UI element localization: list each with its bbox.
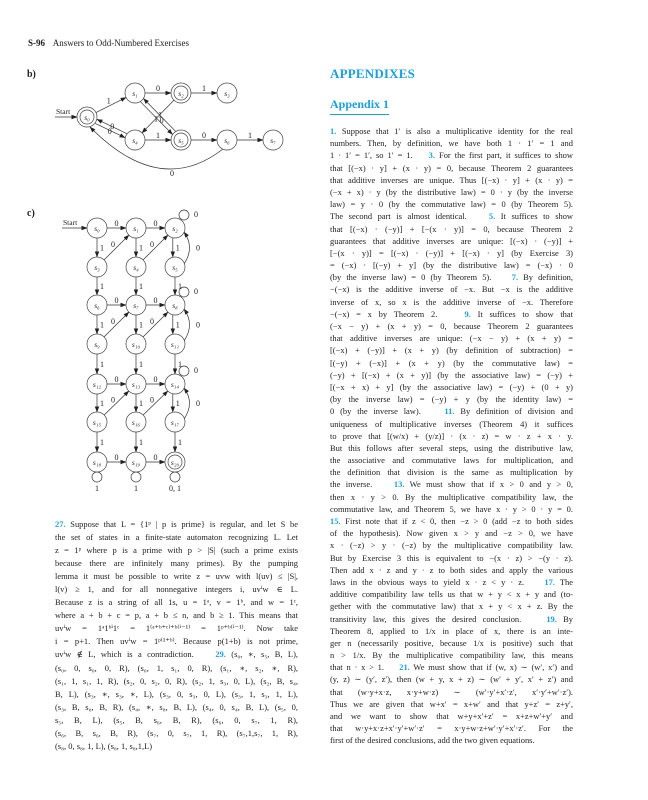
state-label: s₀ xyxy=(84,113,90,122)
left-column-text xyxy=(55,518,298,753)
state-label: s₄ xyxy=(132,136,138,145)
edge-label: 1 xyxy=(139,399,143,408)
state-label: s₁₃ xyxy=(131,380,141,389)
page-number: S-96 xyxy=(28,38,46,48)
text-line xyxy=(330,478,573,490)
transition-arrow xyxy=(184,309,190,341)
text-segment: The second part is almost identical. xyxy=(330,211,489,222)
state-label: s₁₉ xyxy=(131,458,141,467)
exercise-number: 9. xyxy=(464,308,471,319)
state-label: s₁₇ xyxy=(170,418,180,427)
exercise-number: 27. xyxy=(55,519,66,529)
text-line xyxy=(330,564,573,576)
state-label: s₁₅ xyxy=(92,418,102,427)
text-line xyxy=(330,710,573,722)
text-segment: Suppose that L = {1ᵖ | p is prime} is regular, and let S be xyxy=(65,519,298,529)
diagram-label: b) xyxy=(27,69,36,80)
text-line xyxy=(330,283,573,295)
edge-label: 0 xyxy=(114,219,119,228)
transition-arrow xyxy=(143,235,168,260)
state-label: s₁₀ xyxy=(131,340,141,349)
text-segment: (−x + x) · y (by the distributive law) = 0 · y (by the inverse xyxy=(330,186,573,197)
text-segment: inverse of x, so x is the additive inverse of −x. Therefore xyxy=(330,296,573,307)
edge-label: 0 xyxy=(111,395,116,405)
text-segment: But this follows after several steps, using the distributive law, xyxy=(330,442,573,453)
self-loop xyxy=(179,210,189,220)
text-segment: [−(x · y)] = [(−x) · (−y)] + [(−x) · y] (by Exercise 3) xyxy=(330,247,573,258)
text-line xyxy=(330,430,573,442)
text-line xyxy=(330,271,573,283)
text-line xyxy=(55,662,298,675)
text-line xyxy=(55,622,298,635)
text-line xyxy=(330,576,573,588)
edge-label: 1 xyxy=(175,320,180,330)
text-segment: Because z is a string of all 1s, u = 1ᵃ, v = 1ᵇ, and w = 1ᶜ, xyxy=(55,597,298,608)
text-segment: Suppose that 1′ is also a multiplicative identity for the real xyxy=(336,126,573,136)
text-line xyxy=(330,442,573,454)
text-segment: (s₁, 1, s₁, 1, R), (s₂, 0, s₂, 0, R), (s₂, 1, s₃, 0, L), (s₂, B, s₄, xyxy=(55,675,298,686)
edge-label: 0 xyxy=(194,366,198,375)
text-line xyxy=(330,332,573,344)
state-label: s₁₈ xyxy=(92,458,102,467)
state-label: s₁₆ xyxy=(131,418,141,427)
edge-label: 0 xyxy=(149,239,154,249)
text-segment: (s₆, B, s₆, B, R), (s₇, 0, s₇, 1, R), (s₇,1,s₇, 1, R), xyxy=(55,727,298,738)
edge-label: 1 xyxy=(139,320,143,330)
text-segment: s₅, B, L), (s₅, B, s₆, B, R), (s₆, 0, s₇, 1, R), xyxy=(55,714,298,725)
text-segment: Theorem 8, applied to 1/x in place of x, there is an inte- xyxy=(330,625,573,636)
transition-arrow xyxy=(142,100,174,133)
edge-label: 0 xyxy=(202,131,206,140)
text-segment: of the hypothesis). Now given x > y and −z > 0, we have xyxy=(330,528,573,539)
text-segment: (s₈, 0, s₈, 1, L), (s₈, 1, s₈,1,L) xyxy=(55,740,153,751)
text-line xyxy=(55,570,298,583)
transition-arrow xyxy=(143,312,168,337)
state-label: s₅ xyxy=(172,263,178,272)
text-line xyxy=(330,344,573,356)
transition-arrow xyxy=(143,391,168,415)
edge-label: 1 xyxy=(100,320,104,330)
text-segment: ger n (necessarily positive, because 1/x is positive) such that xyxy=(330,637,573,648)
edge-label: 1 xyxy=(178,438,182,447)
text-segment: and we want to show that w+y+x′+z′ = x+z+w′+y′ and xyxy=(330,711,573,721)
exercise-number: 11. xyxy=(444,406,455,417)
text-line xyxy=(330,381,573,393)
edge-label: 0 xyxy=(114,453,119,462)
edge-label: 0 xyxy=(153,453,158,462)
text-line xyxy=(55,583,298,596)
state-label: s₅ xyxy=(178,136,184,145)
text-segment: numbers. Then, by definition, we have both 1 · 1′ = 1 and xyxy=(330,138,573,149)
edge-label: 1 xyxy=(156,131,160,140)
appendix-1-heading: Appendix 1 xyxy=(330,97,389,115)
text-segment: −(−x) = x by Theorem 2. xyxy=(330,308,465,319)
state-label: s₂₀ xyxy=(170,458,180,467)
edge-label: 0 xyxy=(114,296,119,305)
text-segment: uvⁱw = 1ᵃ1ᵇⁱ1ᶜ = 1⁽ᵃ⁺ᵇ⁺ᶜ⁾⁺ᵇ⁽ⁱ⁻¹⁾ = 1ᵖ⁺ᵇ⁽ⁱ⁻¹⁾. Now take xyxy=(55,623,298,634)
appendixes-heading: APPENDIXES xyxy=(330,66,416,81)
state-label: s₁₄ xyxy=(170,380,180,389)
text-segment: where a + b + c = p, a + b ≤ n, and b ≥ 1. This means that xyxy=(55,610,298,621)
state-label: s₆ xyxy=(224,136,230,145)
text-segment: = (−x) · [(−y) + y] (by the distributive law) = (−x) · 0 xyxy=(330,260,573,271)
edge-label: 0 xyxy=(153,375,158,384)
edge-label: 1 xyxy=(153,114,158,124)
text-segment: −(−x) is the additive inverse of −x. But −x is the additive xyxy=(330,284,573,295)
text-line xyxy=(330,162,573,174)
text-line xyxy=(330,625,573,637)
text-segment: [(−y) + (−x)] + (x + y) (by the commutative law) = xyxy=(330,357,573,368)
text-segment: to prove that [(w/x) + (y/z)] · (x · z) = w · z + x · y. xyxy=(330,430,573,441)
text-segment: B, L), (s₃, ∗, s₃, ∗, L), (s₃, 0, s₃, 0, L), (s₃, 1, s₃, 1, L), xyxy=(55,688,298,699)
text-line xyxy=(330,247,573,259)
text-segment: (s₀, ∗, s₅, B, L), xyxy=(225,649,298,660)
diagram-label: c) xyxy=(27,208,35,219)
edge-label: 1 xyxy=(202,84,206,93)
text-line xyxy=(330,637,573,649)
edge-label: 0 xyxy=(196,320,200,330)
edge-label: 0 xyxy=(194,287,198,296)
edge-label: 1 xyxy=(178,282,182,291)
text-segment: [(−x + x) + y] (by the associative law) = (−y) + (0 + y) xyxy=(330,381,573,392)
edge-label: 1 xyxy=(158,110,163,120)
text-line xyxy=(55,675,298,688)
state-label: s₆ xyxy=(94,301,100,310)
transition-arrow xyxy=(104,391,129,415)
text-line xyxy=(55,635,298,648)
edge-label: 0 xyxy=(194,210,198,219)
state-label: s₁ xyxy=(133,224,139,233)
edge-label: 1 xyxy=(100,282,104,291)
text-line xyxy=(330,210,573,222)
text-segment: the associative and commutative laws for multiplication, and xyxy=(330,455,573,466)
text-line xyxy=(330,405,573,417)
text-segment: It suffices to show that xyxy=(470,308,573,319)
exercise-number: 7. xyxy=(511,272,519,283)
exercise-number: 17. xyxy=(544,576,555,587)
text-line xyxy=(330,320,573,332)
state-label: s₂ xyxy=(178,89,184,98)
text-line xyxy=(55,596,298,609)
text-segment: By definition of division and xyxy=(454,406,573,417)
text-segment: because there are infinitely many primes). By the pumping xyxy=(55,558,298,569)
state-label: s₁₁ xyxy=(170,340,180,349)
text-segment: For the first part, it suffices to show xyxy=(435,150,573,161)
text-line xyxy=(330,649,573,661)
transition-arrow xyxy=(104,312,129,337)
transition-arrow xyxy=(96,97,126,112)
text-line xyxy=(55,648,298,661)
text-line xyxy=(330,308,573,320)
edge-label: 1 xyxy=(139,438,143,447)
text-line xyxy=(55,531,298,544)
edge-label: 0 xyxy=(170,169,174,178)
edge-label: 1 xyxy=(139,243,143,253)
self-loop xyxy=(170,472,180,482)
edge-label: 1 xyxy=(175,399,180,408)
edge-label: 1 xyxy=(248,131,252,140)
text-segment: transitivity law, this gives the desired conclusion. xyxy=(330,613,547,624)
text-line xyxy=(330,588,573,600)
edge-label: 0 xyxy=(196,243,200,253)
edge-label: 1 xyxy=(139,360,143,369)
exercise-number: 15. xyxy=(330,516,341,526)
running-title: Answers to Odd-Numbered Exercises xyxy=(52,38,189,48)
right-column-text xyxy=(330,125,573,747)
text-segment: (by the inverse law) = (−y) + y (by the identity law) = xyxy=(330,394,573,405)
edge-label: 1 xyxy=(100,438,104,447)
edge-label: 0 xyxy=(110,239,115,249)
text-segment: n > 1/x. By the multiplicative compatibility law, this means xyxy=(330,650,573,661)
text-line xyxy=(330,418,573,430)
edge-label: 1 xyxy=(100,399,104,408)
text-segment: z = 1ᵖ where p is a prime with p > |S| (such a prime exists xyxy=(55,545,298,556)
text-segment: commutative law, and Theorem 5, we have x · y > 0 · y = 0. xyxy=(330,503,573,514)
text-segment: that (w·y+x·z, x·y+w·z) ∼ (w′·y′+x′·z′, x′·y′+w′·z′). xyxy=(330,686,573,697)
state-label: s₂ xyxy=(172,224,178,233)
text-segment: gether with the commutative law) that x + y < x + z. By the xyxy=(330,601,573,612)
text-line xyxy=(330,137,573,149)
text-line xyxy=(330,613,573,625)
text-line xyxy=(55,727,298,740)
state-label: s₁₂ xyxy=(92,380,102,389)
edge-label: 1 xyxy=(178,360,182,369)
text-segment: We must show that if x > 0 and y > 0, xyxy=(404,479,574,490)
text-segment: By xyxy=(556,613,573,624)
text-segment: (y, z) ∼ (y′, z′), then (w + y, x + z) ∼ (w′ + y′, x′ + z′) and xyxy=(330,674,573,685)
text-segment: We must show that if (w, x) ∼ (w′, x′) and xyxy=(409,662,573,673)
text-line xyxy=(330,198,573,210)
text-line xyxy=(330,186,573,198)
edge-label: 0 xyxy=(196,399,200,408)
text-line xyxy=(330,673,573,685)
text-line xyxy=(55,544,298,557)
text-line xyxy=(330,527,573,539)
text-segment: that [(−x) · y] + (x · y) = 0, because Theorem 2 guarantees xyxy=(330,162,573,173)
text-line xyxy=(330,722,573,734)
text-segment: First note that if z < 0, then −z > 0 (add −z to both sides xyxy=(340,516,573,526)
edge-label: 0 xyxy=(149,316,154,326)
edge-label: 1 xyxy=(139,282,143,291)
edge-label: 0 xyxy=(114,375,119,384)
state-label: s₃ xyxy=(224,89,230,98)
text-segment: that additive inverses are unique: (−x − y) + (x + y) = xyxy=(330,333,573,344)
text-line xyxy=(330,223,573,235)
text-segment: lemma it must be possible to write z = uvw with l(uv) ≤ |S|, xyxy=(55,571,298,582)
text-segment: Thus we are given that w+x′ = x+w′ and that y+z′ = z+y′, xyxy=(330,698,573,709)
text-line xyxy=(330,296,573,308)
text-segment: But by Exercise 3 this is equivalent to −(x · z) > −(y · z). xyxy=(330,552,573,563)
text-line xyxy=(330,174,573,186)
text-segment: that w·y+x·z+x′·y′+w′·z′ = x·y+w·z+w′·y′+x′·z′. For the xyxy=(330,723,573,734)
exercise-number: 21. xyxy=(399,662,410,673)
edge-label: 0 xyxy=(150,395,155,405)
text-line xyxy=(330,698,573,710)
text-segment: (by the inverse law) = 0 (by Theorem 5). xyxy=(330,272,512,283)
self-loop xyxy=(179,287,189,297)
edge-label: 1 xyxy=(106,96,111,106)
state-label: s₈ xyxy=(172,301,178,310)
text-line xyxy=(330,235,573,247)
text-segment: that additive inverses are unique. Thus [(−x) · y] + (x · y) = xyxy=(330,174,573,185)
text-segment: that n · x > 1. xyxy=(330,662,400,673)
edge-label: 1 xyxy=(175,243,180,253)
text-segment: law) = y · 0 (by the commutative law) = 0 (by Theorem 5). xyxy=(330,199,573,210)
edge-label: 0 xyxy=(156,84,160,93)
state-label: s₄ xyxy=(133,263,139,272)
text-line xyxy=(330,539,573,551)
text-line xyxy=(330,734,573,746)
text-segment: that [(−x) · (−y)] + [−(x · y)] = 0, because Theorem 2 xyxy=(330,223,573,234)
text-line xyxy=(55,609,298,622)
text-segment: the set of states in a finite-state automaton recognizing L. Let xyxy=(55,532,298,543)
exercise-number: 1. xyxy=(330,126,337,136)
text-segment: x · (−z) > y · (−z) by the multiplicative compatibility law. xyxy=(330,540,573,551)
state-label: s₇ xyxy=(270,136,276,145)
text-segment: guarantees that additive inverses are unique: [(−x) · (−y)] + xyxy=(330,235,573,246)
text-line xyxy=(330,491,573,503)
text-segment: 1 · 1′ = 1′, so 1′ = 1. xyxy=(330,150,429,161)
text-segment: It suffices to show xyxy=(495,211,574,222)
text-line xyxy=(330,600,573,612)
text-segment: then x · y > 0. By the multiplicative compatibility law, the xyxy=(330,491,573,502)
text-segment: (s₃, B, s₀, B, R), (s₄, ∗, s₈, B, L), (s₄, 0, s₄, B, L), (s₅, 0, xyxy=(55,701,298,712)
edge-label: 0 xyxy=(153,219,158,228)
exercise-number: 29. xyxy=(215,649,226,660)
text-segment: the inverse. xyxy=(330,479,394,490)
text-segment: l(v) ≥ 1, and for all nonnegative integers i, uvⁱw ∈ L. xyxy=(55,584,298,595)
text-segment: first of the desired conclusions, add the two given equations. xyxy=(330,735,535,746)
edge-label: 1 xyxy=(100,360,104,369)
text-line xyxy=(55,714,298,727)
edge-label: 0, 1 xyxy=(169,484,181,493)
text-line xyxy=(330,454,573,466)
start-label: Start xyxy=(63,218,78,227)
self-loop xyxy=(131,472,141,482)
text-line xyxy=(55,518,298,531)
text-segment: i = p+1. Then uvⁱw = 1ᵖ⁽¹⁺ᵇ⁾. Because p(1+b) is not prime, xyxy=(55,636,298,647)
self-loop xyxy=(92,472,102,482)
text-segment: laws in the obvious ways to yield x · z < y · z. xyxy=(330,576,545,587)
text-line xyxy=(330,393,573,405)
text-segment: (−y) + [(−x) + (x + y)] (by the associative law) = (−y) + xyxy=(330,369,573,380)
edge-label: 0 xyxy=(107,127,112,137)
self-loop xyxy=(179,366,189,376)
exercise-number: 5. xyxy=(488,211,496,222)
state-label: s₃ xyxy=(94,263,100,272)
edge-label: 0 xyxy=(110,316,115,326)
text-line xyxy=(330,515,573,527)
text-segment: uvⁱw ∉ L, which is a contradiction. xyxy=(55,649,216,660)
text-segment: 0 (by the inverse law). xyxy=(330,406,445,417)
text-line xyxy=(330,125,573,137)
text-line xyxy=(330,552,573,564)
edge-label: 0 xyxy=(110,121,115,131)
text-line xyxy=(55,701,298,714)
state-label: s₇ xyxy=(133,301,139,310)
text-line xyxy=(330,149,573,161)
text-segment: (−x − y) + (x + y) = 0, because Theorem 2 guarantees xyxy=(330,321,573,331)
text-segment: additive compatibility law tells us that w + y < x + y and (to- xyxy=(330,589,573,600)
start-label: Start xyxy=(56,107,71,116)
text-segment: uniqueness of multiplicative inverses (Theorem 4) it suffices xyxy=(330,418,573,429)
text-line xyxy=(330,503,573,515)
exercise-number: 13. xyxy=(393,479,405,490)
text-line xyxy=(330,357,573,369)
transition-arrow xyxy=(104,235,129,260)
text-line xyxy=(330,466,573,478)
edge-label: 0 xyxy=(153,296,158,305)
text-segment: By definition, xyxy=(518,272,573,283)
text-line xyxy=(330,686,573,698)
text-line xyxy=(55,688,298,701)
text-segment: the definition that division is the same as multiplication by xyxy=(330,467,573,478)
text-segment: Then add x · z and y · z to both sides and apply the various xyxy=(330,564,573,575)
text-segment: The xyxy=(554,576,574,587)
transition-arrow xyxy=(184,232,190,264)
edge-label: 1 xyxy=(100,243,104,253)
edge-label: 0 xyxy=(159,115,164,125)
text-line xyxy=(330,661,573,673)
state-label: s₀ xyxy=(94,224,100,233)
transition-arrow xyxy=(184,388,190,419)
state-label: s₉ xyxy=(94,340,100,349)
exercise-number: 19. xyxy=(546,613,557,624)
exercise-number: 3. xyxy=(428,150,435,161)
edge-label: 1 xyxy=(95,484,99,493)
text-line xyxy=(55,557,298,570)
text-segment: [(−x) + (−y)] + (x + y) (by definition of subtraction) = xyxy=(330,345,573,356)
text-line xyxy=(330,259,573,271)
text-line xyxy=(55,740,298,753)
text-line xyxy=(330,369,573,381)
state-label: s₁ xyxy=(132,89,138,98)
text-segment: (s₀, 0, s₀, 0, R), (s₀, 1, s₁, 0, R), (s₁, ∗, s₂, ∗, R), xyxy=(55,662,298,673)
edge-label: 1 xyxy=(134,484,138,493)
